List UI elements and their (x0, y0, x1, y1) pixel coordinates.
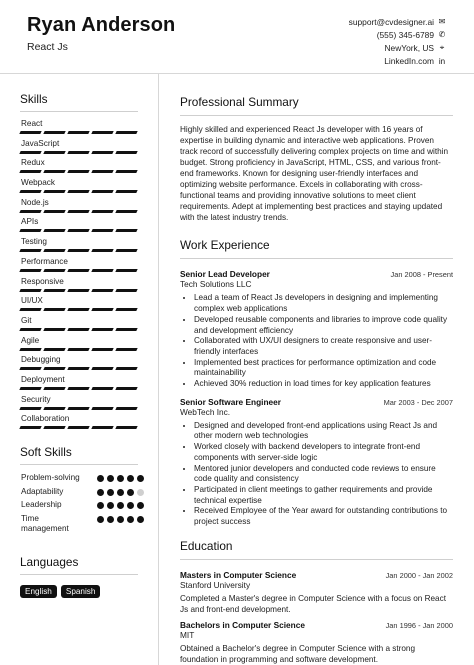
skill-name: Responsive (21, 276, 64, 286)
summary-title: Professional Summary (180, 95, 299, 109)
skill-level-segment (43, 229, 65, 232)
skill-level-bar (20, 249, 137, 252)
skill-level-segment (43, 210, 65, 213)
skill-level-segment (91, 328, 113, 331)
skill-level-segment (43, 367, 65, 370)
skill-level-segment (19, 367, 41, 370)
skill-level-segment (67, 249, 89, 252)
left-column (20, 92, 138, 598)
skill-item (20, 214, 138, 234)
header-divider (0, 73, 474, 74)
skill-level-segment (19, 289, 41, 292)
rating-dot (97, 516, 104, 523)
skill-level-segment (19, 387, 41, 390)
job-header (180, 397, 453, 407)
skill-level-segment (115, 426, 137, 429)
resume-header (0, 0, 474, 73)
soft-skill-item (20, 486, 138, 500)
skill-level-segment (91, 170, 113, 173)
job-bullet: • Worked closely with backend developers to integrate front-end components with server-side logic (194, 442, 453, 463)
job-company: WebTech Inc. (180, 406, 231, 417)
skill-level-segment (19, 190, 41, 193)
phone-icon: ✆ (438, 30, 446, 40)
skill-item (20, 116, 138, 136)
rating-dot (127, 489, 134, 496)
job-company: Tech Solutions LLC (180, 279, 252, 290)
job-bullet: • Designed and developed front-end applications using React Js and other modern web technologies (194, 421, 453, 442)
soft-skill-name: Problem-solving (21, 473, 80, 482)
rating-dot (97, 475, 104, 482)
education-list (180, 570, 453, 665)
skill-level-segment (91, 308, 113, 311)
skills-list (20, 116, 138, 431)
soft-skills-title: Soft Skills (20, 445, 72, 459)
skill-level-segment (91, 367, 113, 370)
job-bullets (180, 293, 453, 389)
skill-level-segment (91, 131, 113, 134)
skill-level-segment (19, 308, 41, 311)
skill-level-bar (20, 210, 137, 213)
education-description: Obtained a Bachelor's degree in Computer Science with a strong foundation in programming and software development. (180, 643, 416, 664)
skill-level-segment (67, 348, 89, 351)
job-bullet: • Implemented best practices for performance optimization and code maintainability (194, 358, 453, 379)
contact-item[interactable] (349, 55, 447, 68)
right-column (180, 95, 453, 665)
skill-level-segment (115, 151, 137, 154)
job-entry (180, 397, 453, 528)
skill-name: JavaScript (21, 138, 60, 148)
skill-level-segment (115, 289, 137, 292)
education-description: Completed a Master's degree in Computer Science with a focus on React Js and front-end development. (180, 593, 446, 614)
skill-level-bar (20, 131, 137, 134)
skill-level-segment (43, 426, 65, 429)
skill-name: React (21, 119, 43, 128)
experience-rule (180, 258, 453, 259)
degree-title: Bachelors in Computer Science (180, 619, 305, 630)
skill-level-segment (43, 289, 65, 292)
rating-dot (97, 489, 104, 496)
rating-dot (137, 502, 144, 509)
skill-level-segment (67, 387, 89, 390)
skill-level-segment (91, 348, 113, 351)
education-date: Jan 2000 - Jan 2002 (385, 570, 453, 580)
summary-rule (180, 115, 453, 116)
school-name: MIT (180, 629, 195, 640)
skill-level-segment (43, 328, 65, 331)
education-title: Education (180, 538, 233, 553)
skill-level-segment (115, 249, 137, 252)
education-header (180, 620, 453, 630)
skill-level-segment (67, 308, 89, 311)
skill-level-segment (115, 348, 137, 351)
rating-dot (137, 475, 144, 482)
skills-rule (20, 111, 138, 112)
skill-level-segment (67, 190, 89, 193)
skill-level-segment (43, 407, 65, 410)
skill-level-segment (67, 131, 89, 134)
skill-level-segment (91, 229, 113, 232)
degree-title: Masters in Computer Science (180, 569, 297, 580)
skill-level-segment (115, 229, 137, 232)
skill-level-segment (67, 407, 89, 410)
skill-item (20, 352, 138, 372)
skill-item (20, 175, 138, 195)
skill-item (20, 195, 138, 215)
skill-level-bar (20, 170, 137, 173)
rating-dot (107, 516, 114, 523)
languages-title: Languages (20, 554, 79, 569)
skill-item (20, 155, 138, 175)
job-bullet: • Lead a team of React Js developers in designing and implementing complex web applications (194, 293, 453, 314)
skill-level-segment (115, 210, 137, 213)
skill-item (20, 333, 138, 353)
skill-level-segment (91, 289, 113, 292)
skill-item (20, 313, 138, 333)
job-title: Senior Software Engineer (180, 396, 281, 407)
soft-skill-name: Adaptability (21, 486, 64, 496)
skill-level-segment (43, 249, 65, 252)
skill-name: Debugging (21, 355, 61, 365)
skill-level-segment (115, 308, 137, 311)
column-divider (158, 74, 159, 665)
summary-text: Highly skilled and experienced React Js developer with 16 years of expertise in building dynamic and interactive web applications. Proven track record of successfully delivering complex projects on time and within budget. Strong proficiency in JavaScript, HTML, CSS, and various front-end frameworks. Known for designing user-friendly interfaces and optimizing website performance. Excels in collaborating with cross-functional teams and providing innovative solutions to meet client requirements. Adept at implementing best practices and staying updated with the latest industry trends. (180, 125, 449, 223)
skill-level-segment (91, 151, 113, 154)
job-bullets (180, 421, 453, 528)
skill-level-bar (20, 348, 137, 351)
skill-item (20, 411, 138, 431)
contact-item[interactable] (349, 41, 447, 54)
job-date: Jan 2008 - Present (390, 270, 453, 280)
skill-name: Agile (21, 335, 40, 345)
skill-level-bar (20, 308, 137, 311)
skill-level-segment (19, 328, 41, 331)
skill-level-segment (43, 190, 65, 193)
job-bullet: • Received Employee of the Year award for outstanding contributions to project success (194, 506, 453, 527)
soft-skill-rating (97, 516, 144, 523)
job-bullet: • Collaborated with UX/UI designers to create responsive and user-friendly interfaces (194, 336, 453, 357)
skill-level-segment (19, 426, 41, 429)
skill-item (20, 254, 138, 274)
rating-dot (137, 489, 144, 496)
skill-level-segment (91, 210, 113, 213)
skill-level-segment (43, 269, 65, 272)
skill-level-segment (19, 170, 41, 173)
experience-list (180, 269, 453, 527)
soft-skill-item (20, 513, 138, 535)
skill-name: Deployment (21, 374, 65, 384)
rating-dot (97, 502, 104, 509)
skill-level-segment (67, 210, 89, 213)
rating-dot (107, 502, 114, 509)
skill-level-segment (91, 387, 113, 390)
location-icon: ⌖ (439, 42, 445, 52)
skill-item (20, 274, 138, 294)
soft-skill-item (20, 499, 138, 513)
skill-name: UI/UX (21, 296, 43, 306)
skill-level-segment (43, 387, 65, 390)
education-entry (180, 570, 453, 615)
skill-item (20, 372, 138, 392)
email-icon: ✉ (438, 17, 446, 27)
skill-level-segment (115, 387, 137, 390)
rating-dot (107, 489, 114, 496)
skill-name: Collaboration (21, 414, 70, 424)
skill-item (20, 392, 138, 412)
skill-name: APIs (21, 217, 39, 227)
rating-dot (117, 489, 124, 496)
soft-skill-rating (97, 489, 144, 496)
skill-item (20, 293, 138, 313)
skill-level-segment (91, 249, 113, 252)
candidate-name: Ryan Anderson (27, 14, 176, 36)
skill-level-segment (91, 190, 113, 193)
contact-text: NewYork, US (384, 42, 434, 53)
skill-level-segment (115, 328, 137, 331)
skill-name: Redux (21, 158, 45, 168)
job-bullet: • Mentored junior developers and conducted code reviews to ensure code quality and consistency (194, 464, 453, 485)
soft-skill-item (20, 472, 138, 486)
skill-level-bar (20, 289, 137, 292)
skill-level-segment (115, 190, 137, 193)
education-entry (180, 620, 453, 665)
linkedin-icon: in (438, 56, 446, 66)
skill-level-segment (67, 151, 89, 154)
job-bullet: • Developed reusable components and libraries to improve code quality and development efficiency (194, 315, 453, 336)
skill-level-segment (43, 348, 65, 351)
skill-name: Security (21, 394, 51, 404)
languages-rule (20, 574, 138, 575)
skill-level-segment (19, 269, 41, 272)
skill-level-segment (43, 170, 65, 173)
language-badge: English (20, 585, 57, 598)
education-date: Jan 1996 - Jan 2000 (385, 620, 453, 630)
skill-level-segment (91, 407, 113, 410)
skill-level-segment (67, 289, 89, 292)
soft-skill-rating (97, 475, 144, 482)
skill-level-segment (67, 328, 89, 331)
contact-item[interactable] (349, 15, 447, 28)
skill-level-segment (115, 407, 137, 410)
skill-level-segment (43, 131, 65, 134)
rating-dot (127, 516, 134, 523)
soft-skill-name: Leadership (21, 500, 62, 509)
skill-level-segment (91, 269, 113, 272)
skill-name: Node.js (21, 197, 49, 207)
language-badge: Spanish (61, 585, 101, 598)
job-title: Senior Lead Developer (180, 269, 270, 280)
rating-dot (127, 475, 134, 482)
skill-item (20, 136, 138, 156)
skill-name: Testing (21, 237, 47, 247)
rating-dot (127, 502, 134, 509)
job-entry (180, 269, 453, 389)
skill-level-segment (115, 367, 137, 370)
skill-level-bar (20, 190, 137, 193)
rating-dot (117, 502, 124, 509)
skill-level-bar (20, 328, 137, 331)
skill-level-bar (20, 387, 137, 390)
contact-text: support@cvdesigner.ai (348, 16, 434, 27)
rating-dot (117, 516, 124, 523)
skill-level-segment (67, 170, 89, 173)
skill-level-segment (19, 151, 41, 154)
skill-level-bar (20, 426, 137, 429)
skill-name: Performance (21, 256, 68, 266)
rating-dot (137, 516, 144, 523)
contact-text: (555) 345-6789 (376, 29, 434, 40)
soft-skills-list (20, 472, 138, 535)
skill-level-segment (115, 170, 137, 173)
skill-level-segment (19, 348, 41, 351)
job-header (180, 269, 453, 279)
skill-level-segment (67, 367, 89, 370)
skill-level-segment (67, 229, 89, 232)
skill-level-segment (43, 151, 65, 154)
rating-dot (107, 475, 114, 482)
skill-level-bar (20, 269, 137, 272)
skill-level-segment (67, 269, 89, 272)
candidate-role: React Js (27, 41, 68, 53)
skill-level-segment (19, 407, 41, 410)
contact-item[interactable] (349, 28, 447, 41)
skill-level-bar (20, 229, 137, 232)
education-header (180, 570, 453, 580)
skill-name: Git (21, 315, 32, 325)
contact-text: LinkedIn.com (384, 56, 434, 67)
skill-level-segment (115, 269, 137, 272)
skill-level-segment (19, 210, 41, 213)
experience-title: Work Experience (180, 238, 270, 253)
skill-level-bar (20, 367, 137, 370)
soft-skills-rule (20, 464, 138, 465)
skill-level-bar (20, 407, 137, 410)
school-name: Stanford University (180, 579, 251, 590)
contact-info (349, 15, 447, 68)
skill-level-segment (91, 426, 113, 429)
skill-item (20, 234, 138, 254)
skill-level-segment (67, 426, 89, 429)
skill-level-segment (19, 131, 41, 134)
soft-skill-rating (97, 502, 144, 509)
skill-level-segment (43, 308, 65, 311)
skill-level-segment (115, 131, 137, 134)
skill-name: Webpack (21, 178, 55, 188)
skill-level-segment (19, 249, 41, 252)
job-bullet: • Participated in client meetings to gather requirements and provide technical expertise (194, 485, 453, 506)
education-rule (180, 559, 453, 560)
rating-dot (117, 475, 124, 482)
job-date: Mar 2003 - Dec 2007 (383, 397, 453, 407)
skill-level-bar (20, 151, 137, 154)
skill-level-segment (19, 229, 41, 232)
soft-skill-name: Time management (21, 513, 69, 533)
job-bullet: • Achieved 30% reduction in load times for key application features (194, 379, 453, 390)
languages-list (20, 585, 138, 598)
skills-title: Skills (20, 92, 48, 106)
